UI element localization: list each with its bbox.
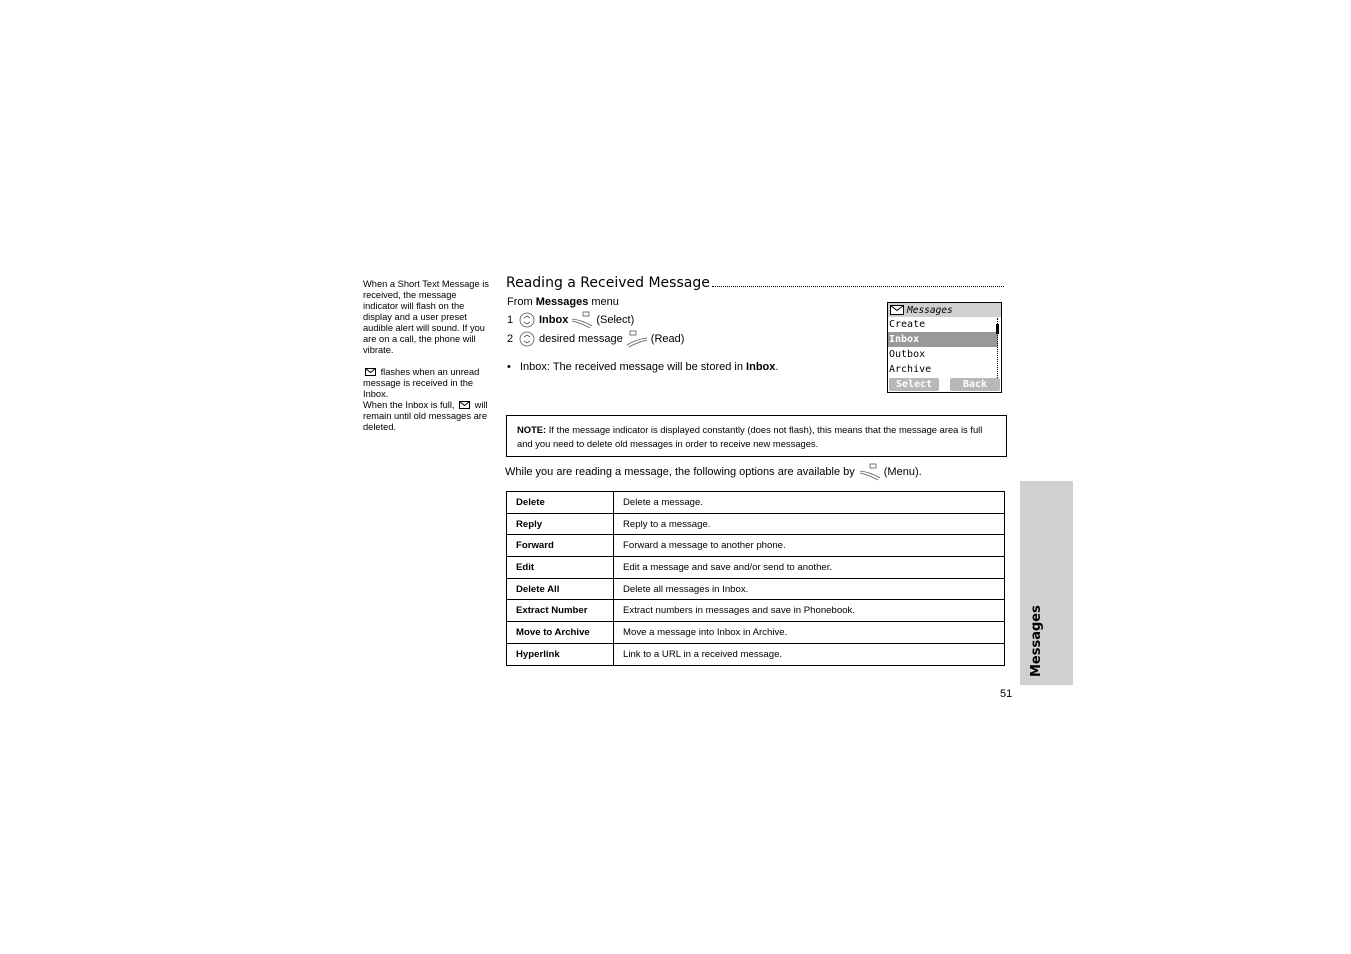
step-number: 1 bbox=[507, 314, 514, 326]
table-row bbox=[507, 600, 1005, 622]
phone-screen-header: Messages bbox=[888, 303, 1001, 317]
section-title-text: Reading a Received Message bbox=[506, 275, 710, 291]
envelope-icon bbox=[365, 368, 376, 376]
phone-softkeys bbox=[888, 378, 1001, 392]
options-intro: While you are reading a message, the following options are available by (Menu). bbox=[505, 463, 922, 481]
envelope-icon bbox=[890, 305, 904, 315]
option-description: Delete a message. bbox=[614, 492, 1005, 514]
step-2 bbox=[507, 330, 684, 348]
table-row bbox=[507, 492, 1005, 514]
option-description: Reply to a message. bbox=[614, 513, 1005, 535]
step-2-target: desired message bbox=[539, 333, 623, 345]
phone-menu-item-outbox: Outbox bbox=[889, 349, 926, 360]
option-name: Edit bbox=[507, 557, 614, 579]
step-2-action: (Read) bbox=[650, 333, 685, 345]
option-description: Forward a message to another phone. bbox=[614, 535, 1005, 557]
from-menu-line: From Messages menu bbox=[507, 296, 619, 308]
sidebar-note-full: When the Inbox is full, will remain until old messages are deleted. bbox=[363, 400, 488, 432]
sidebar-note-intro: When a Short Text Message is received, the message indicator will flash on the display and a user preset audible alert will sound. If you are on a call, the phone will vibrate. bbox=[363, 279, 489, 355]
option-name: Extract Number bbox=[507, 600, 614, 622]
table-row bbox=[507, 513, 1005, 535]
phone-menu-item-inbox: Inbox bbox=[888, 332, 998, 347]
phone-scrollbar-thumb bbox=[996, 324, 999, 334]
table-row bbox=[507, 622, 1005, 644]
chapter-side-tab-label: Messages bbox=[1029, 605, 1044, 677]
inbox-bullet: • Inbox: The received message will be stored in Inbox. bbox=[507, 361, 779, 373]
bullet-dot: • bbox=[507, 361, 511, 373]
soft-key-icon bbox=[625, 330, 649, 348]
table-row bbox=[507, 535, 1005, 557]
table-row bbox=[507, 557, 1005, 579]
option-description: Edit a message and save and/or send to another. bbox=[614, 557, 1005, 579]
step-1-target: Inbox bbox=[539, 314, 569, 326]
softkey-back: Back bbox=[950, 378, 1000, 391]
step-number: 2 bbox=[507, 333, 514, 345]
option-name: Delete bbox=[507, 492, 614, 514]
note-label: NOTE: bbox=[517, 424, 547, 435]
option-name: Reply bbox=[507, 513, 614, 535]
chapter-side-tab bbox=[1020, 481, 1073, 685]
softkey-select: Select bbox=[889, 378, 939, 391]
option-description: Link to a URL in a received message. bbox=[614, 643, 1005, 665]
phone-screen-illustration bbox=[887, 302, 1002, 393]
step-1-action: (Select) bbox=[596, 314, 635, 326]
step-1 bbox=[507, 311, 634, 329]
option-name: Hyperlink bbox=[507, 643, 614, 665]
navigation-key-icon bbox=[519, 331, 535, 347]
option-description: Extract numbers in messages and save in Phonebook. bbox=[614, 600, 1005, 622]
soft-key-icon bbox=[858, 463, 882, 481]
sidebar-note-unread: flashes when an unread message is received in the Inbox. bbox=[363, 367, 480, 399]
page-number: 51 bbox=[1000, 688, 1013, 700]
option-description: Delete all messages in Inbox. bbox=[614, 578, 1005, 600]
options-table bbox=[506, 491, 1005, 666]
option-name: Move to Archive bbox=[507, 622, 614, 644]
sidebar-note bbox=[363, 279, 493, 433]
soft-key-icon bbox=[570, 311, 594, 329]
option-name: Forward bbox=[507, 535, 614, 557]
option-name: Delete All bbox=[507, 578, 614, 600]
table-row bbox=[507, 643, 1005, 665]
phone-scrollbar bbox=[997, 318, 999, 378]
option-description: Move a message into Inbox in Archive. bbox=[614, 622, 1005, 644]
phone-menu-item-create: Create bbox=[889, 319, 926, 330]
table-row bbox=[507, 578, 1005, 600]
envelope-icon bbox=[459, 401, 470, 409]
note-text: If the message indicator is displayed constantly (does not flash), this means that the message area is full and you need to delete old messages in order to receive new messages. bbox=[517, 424, 983, 449]
phone-menu-item-archive: Archive bbox=[889, 364, 932, 375]
navigation-key-icon bbox=[519, 312, 535, 328]
section-title bbox=[506, 271, 1004, 291]
note-box bbox=[506, 415, 1007, 457]
title-leader-dots bbox=[712, 286, 1004, 287]
